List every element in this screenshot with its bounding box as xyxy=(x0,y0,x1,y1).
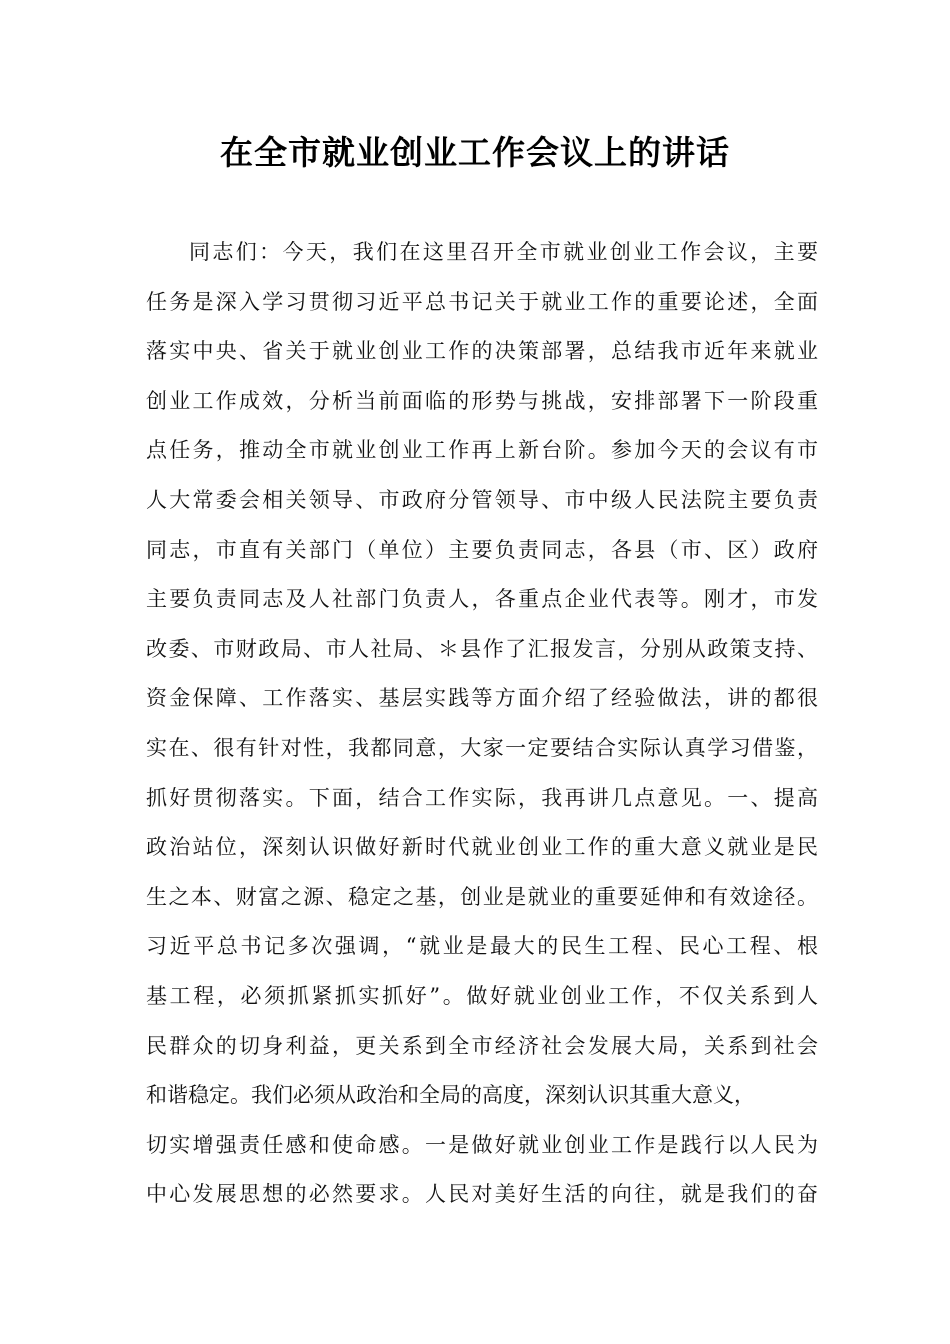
text-line: 抓好贯彻落实。下面，结合工作实际，我再讲几点意见。一、提高 xyxy=(146,785,818,810)
text-line: 实在、很有针对性，我都同意，大家一定要结合实际认真学习借鉴， xyxy=(146,735,818,760)
text-line: 和谐稳定。我们必须从政治和全局的高度，深刻认识其重大意义， xyxy=(146,1083,755,1108)
text-line: 人大常委会相关领导、市政府分管领导、市中级人民法院主要负责 xyxy=(146,487,818,512)
text-line: 政治站位，深刻认识做好新时代就业创业工作的重大意义就业是民 xyxy=(146,835,818,860)
text-line: 基工程，必须抓紧抓实抓好”。做好就业创业工作，不仅关系到人 xyxy=(146,983,818,1008)
text-line: 资金保障、工作落实、基层实践等方面介绍了经验做法，讲的都很 xyxy=(146,686,818,711)
text-line: 习近平总书记多次强调，“就业是最大的民生工程、民心工程、根 xyxy=(146,934,818,959)
text-line: 中心发展思想的必然要求。人民对美好生活的向往，就是我们的奋 xyxy=(146,1182,818,1207)
text-line: 点任务，推动全市就业创业工作再上新台阶。参加今天的会议有市 xyxy=(146,438,818,463)
text-line: 生之本、财富之源、稳定之基，创业是就业的重要延伸和有效途径。 xyxy=(146,884,818,909)
text-line: 创业工作成效，分析当前面临的形势与挑战，安排部署下一阶段重 xyxy=(146,388,818,413)
text-line: 民群众的切身利益，更关系到全市经济社会发展大局，关系到社会 xyxy=(146,1033,818,1058)
text-line: 同志们：今天，我们在这里召开全市就业创业工作会议，主要 xyxy=(189,240,818,264)
text-line: 改委、市财政局、市人社局、＊县作了汇报发言，分别从政策支持、 xyxy=(146,636,818,661)
text-line: 任务是深入学习贯彻习近平总书记关于就业工作的重要论述，全面 xyxy=(146,289,818,314)
text-line: 主要负责同志及人社部门负责人，各重点企业代表等。刚才，市发 xyxy=(146,587,818,612)
text-line: 同志，市直有关部门（单位）主要负责同志，各县（市、区）政府 xyxy=(146,537,818,562)
text-line: 切实增强责任感和使命感。一是做好就业创业工作是践行以人民为 xyxy=(146,1132,818,1157)
text-line: 落实中央、省关于就业创业工作的决策部署，总结我市近年来就业 xyxy=(146,339,818,364)
page-title: 在全市就业创业工作会议上的讲话 xyxy=(220,133,730,172)
speech-body xyxy=(146,228,818,1220)
